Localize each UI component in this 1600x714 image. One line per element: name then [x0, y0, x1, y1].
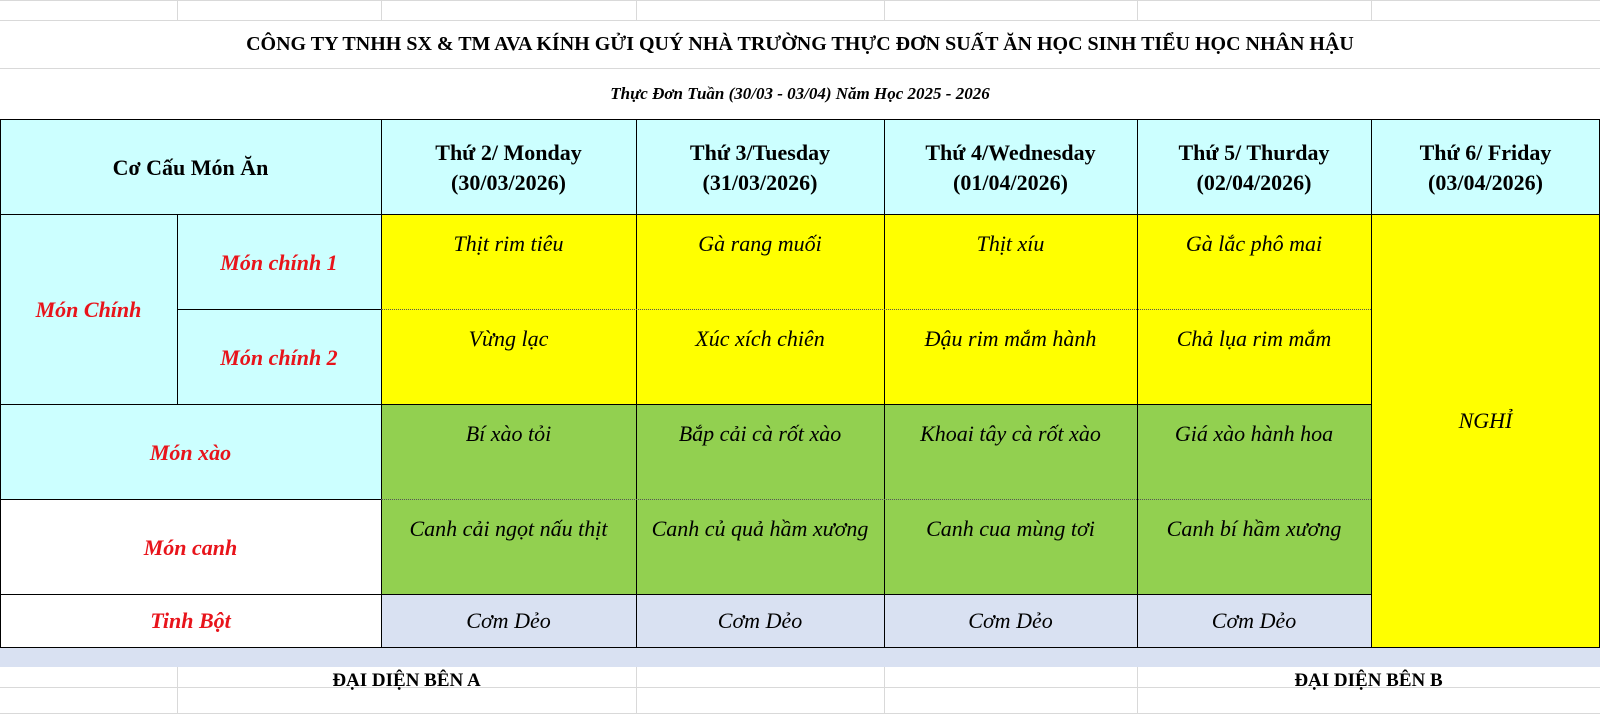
menu-cell: Cơm Dẻo — [381, 595, 636, 647]
spacer-band — [0, 647, 1600, 667]
signature-party-b: ĐẠI DIỆN BÊN B — [1294, 669, 1443, 691]
category-main-group: Món Chính — [0, 215, 177, 405]
day-date: (30/03/2026) — [451, 169, 566, 195]
day-name: Thứ 2/ Monday — [435, 139, 582, 165]
category-starch: Tinh Bột — [150, 608, 231, 633]
day-name: Thứ 3/Tuesday — [689, 139, 831, 165]
category-soup: Món canh — [143, 534, 238, 560]
menu-cell: Cơm Dẻo — [636, 595, 884, 647]
menu-cell: Khoai tây cà rốt xào — [884, 405, 1137, 500]
day-date: (03/04/2026) — [1428, 169, 1543, 195]
menu-cell: Canh cua mùng tơi — [884, 500, 1137, 595]
category-stir-fry: Món xào — [0, 405, 381, 500]
menu-cell: Chả lụa rim mắm — [1137, 310, 1371, 405]
day-header-thursday — [1137, 120, 1371, 215]
day-date: (01/04/2026) — [953, 169, 1068, 195]
menu-cell: Thịt xíu — [884, 215, 1137, 310]
friday-off-cell: NGHỈ — [1371, 215, 1600, 647]
menu-cell: Bắp cải cà rốt xào — [636, 405, 884, 500]
signature-party-a: ĐẠI DIỆN BÊN A — [332, 669, 481, 691]
menu-cell: Gà rang muối — [636, 215, 884, 310]
day-name: Thứ 4/Wednesday — [925, 139, 1096, 165]
day-name: Thứ 6/ Friday — [1419, 139, 1552, 165]
menu-cell: Xúc xích chiên — [636, 310, 884, 405]
menu-cell: Giá xào hành hoa — [1137, 405, 1371, 500]
category-main-1: Món chính 1 — [177, 215, 381, 310]
page-title: CÔNG TY TNHH SX & TM AVA KÍNH GỬI QUÝ NHÀ TRƯỜNG THỰC ĐƠN SUẤT ĂN HỌC SINH TIỂU HỌC NHÂN HẬU — [246, 33, 1354, 55]
day-header-friday — [1371, 120, 1600, 215]
day-name: Thứ 5/ Thurday — [1178, 139, 1330, 165]
menu-cell: Gà lắc phô mai — [1137, 215, 1371, 310]
day-header-monday — [381, 120, 636, 215]
menu-cell: Đậu rim mắm hành — [884, 310, 1137, 405]
menu-cell: Vừng lạc — [381, 310, 636, 405]
day-date: (02/04/2026) — [1196, 169, 1312, 195]
menu-cell: Bí xào tỏi — [381, 405, 636, 500]
day-date: (31/03/2026) — [702, 169, 818, 195]
category-main-2: Món chính 2 — [177, 310, 381, 405]
menu-cell: Canh bí hầm xương — [1137, 500, 1371, 595]
day-header-tuesday — [636, 120, 884, 215]
day-header-wednesday — [884, 120, 1137, 215]
menu-cell: Canh cải ngọt nấu thịt — [381, 500, 636, 595]
page-subtitle: Thực Đơn Tuần (30/03 - 03/04) Năm Học 2025 - 2026 — [610, 84, 990, 103]
menu-cell: Cơm Dẻo — [1137, 595, 1371, 647]
menu-cell: Thịt rim tiêu — [381, 215, 636, 310]
category-header: Cơ Cấu Món Ăn — [0, 120, 381, 215]
menu-cell: Cơm Dẻo — [884, 595, 1137, 647]
menu-cell: Canh củ quả hầm xương — [636, 500, 884, 595]
